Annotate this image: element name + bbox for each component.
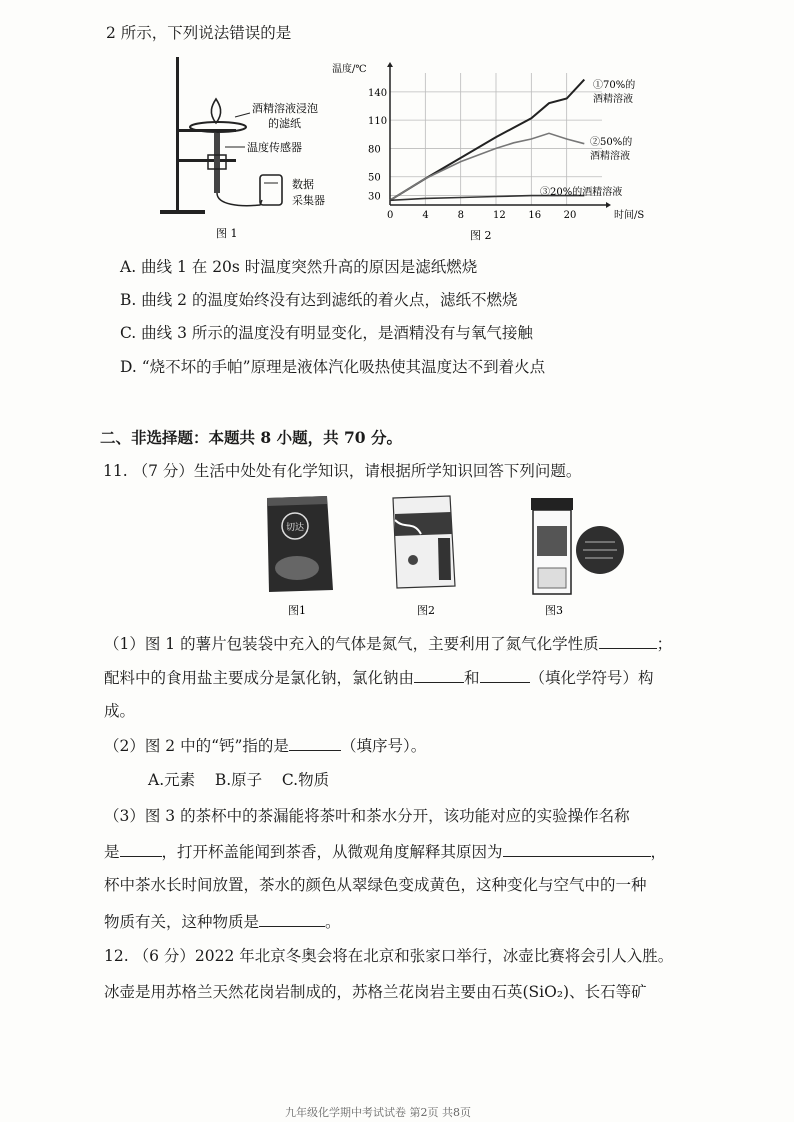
x-tick-label: 0: [387, 210, 394, 221]
label-filter-paper-2: 的滤纸: [268, 117, 301, 130]
option-d: D. “烧不坏的手帕”原理是液体汽化吸热使其温度达不到着火点: [120, 358, 546, 376]
label-collector-2: 采集器: [292, 194, 325, 207]
q10-intro: 2 所示，下列说法错误的是: [106, 24, 292, 42]
tea-cup-image: [531, 498, 624, 594]
x-tick-label: 20: [563, 210, 577, 221]
answer-blank-2[interactable]: [414, 666, 464, 683]
y-tick-label: 110: [368, 116, 388, 128]
q11-part2: （2）图 2 中的“钙”指的是 （填序号）。: [104, 734, 426, 757]
answer-blank-5[interactable]: [120, 840, 162, 857]
x-tick-label: 16: [528, 210, 542, 221]
pic-caption-1: 图1: [288, 604, 306, 617]
answer-blank-7[interactable]: [259, 910, 325, 927]
data-collector: [260, 175, 282, 205]
x-axis-label: 时间/S: [614, 210, 645, 221]
bag-brand-text: 切达: [286, 523, 305, 533]
q11-part3-line1: （3）图 3 的茶杯中的茶漏能将茶叶和茶水分开，该功能对应的实验操作名称: [104, 807, 630, 825]
x-tick-label: 4: [422, 210, 429, 221]
figure-1-caption: 图 1: [216, 227, 238, 240]
y-tick-label: 140: [368, 87, 388, 99]
q11-part1-line3: 成。: [104, 702, 136, 720]
figure-2-chart: [328, 55, 668, 245]
label-collector: 数据: [292, 178, 314, 191]
x-tick-label: 12: [493, 210, 506, 221]
section-2-title: 二、非选择题：本题共 8 小题，共 70 分。: [100, 428, 402, 447]
answer-blank-6[interactable]: [503, 840, 651, 857]
option-b: B. 曲线 2 的温度始终没有达到滤纸的着火点，滤纸不燃烧: [120, 291, 518, 309]
series-label-5: ③20%的酒精溶液: [540, 187, 623, 198]
chip-bag-image: [267, 496, 333, 592]
milk-carton-image: [393, 496, 455, 588]
x-tick-label: 8: [457, 210, 465, 221]
y-axis-arrow: [387, 62, 393, 67]
pic-caption-3: 图3: [545, 604, 563, 617]
option-c: C. 曲线 3 所示的温度没有明显变化，是酒精没有与氧气接触: [120, 324, 533, 342]
label-temp-sensor: 温度传感器: [247, 141, 302, 154]
figure-2-caption: 图 2: [470, 229, 492, 242]
q11-part1-line2: 配料中的食用盐主要成分是氯化钠，氯化钠由 和 （填化学符号）构: [104, 666, 654, 689]
temperature-sensor: [214, 133, 220, 193]
page-footer: 九年级化学期中考试试卷 第2页 共8页: [285, 1106, 471, 1119]
stand-base: [160, 210, 205, 214]
y-tick-label: 80: [368, 144, 381, 156]
series-label-1: ①70%的: [593, 80, 636, 91]
option-a: A. 曲线 1 在 20s 时温度突然升高的原因是滤纸燃烧: [120, 258, 478, 276]
flame-icon: [211, 99, 220, 123]
answer-blank-3[interactable]: [480, 666, 530, 683]
pic-caption-2: 图2: [417, 604, 435, 617]
q11-part1-line1: （1）图 1 的薯片包装袋中充入的气体是氮气，主要利用了氮气化学性质 ；: [104, 632, 672, 655]
q11-part2-options: A.元素 B.原子 C.物质: [148, 771, 330, 789]
x-axis-arrow: [606, 202, 611, 208]
clamp-arm-lower: [176, 159, 236, 162]
answer-blank-1[interactable]: [599, 632, 657, 649]
series-label-2: 酒精溶液: [593, 94, 633, 105]
q11-pictures: [255, 490, 655, 620]
series-label-3: ②50%的: [590, 137, 633, 148]
stand-rod: [176, 57, 179, 212]
q11-part3-line4: 物质有关，这种物质是 。: [104, 910, 341, 933]
q11-part3-line2: 是 ，打开杯盖能闻到茶香，从微观角度解释其原因为 ，: [104, 840, 666, 863]
label-filter-paper: 酒精溶液浸泡: [252, 102, 318, 115]
y-tick-label: 30: [368, 191, 381, 203]
series-label-4: 酒精溶液: [590, 151, 630, 162]
y-axis-label: 温度/℃: [332, 64, 367, 75]
answer-blank-4[interactable]: [289, 734, 341, 751]
q11-stem: 11. （7 分）生活中处处有化学知识，请根据所学知识回答下列问题。: [103, 462, 582, 480]
q12-line2: 冰壶是用苏格兰天然花岗岩制成的，苏格兰花岗岩主要由石英(SiO₂)、长石等矿: [104, 983, 647, 1001]
q12-line1: 12. （6 分）2022 年北京冬奥会将在北京和张家口举行，冰壶比赛将会引人入胜。: [104, 947, 674, 965]
y-tick-label: 50: [368, 172, 381, 184]
q11-part3-line3: 杯中茶水长时间放置，茶水的颜色从翠绿色变成黄色，这种变化与空气中的一种: [104, 876, 647, 894]
